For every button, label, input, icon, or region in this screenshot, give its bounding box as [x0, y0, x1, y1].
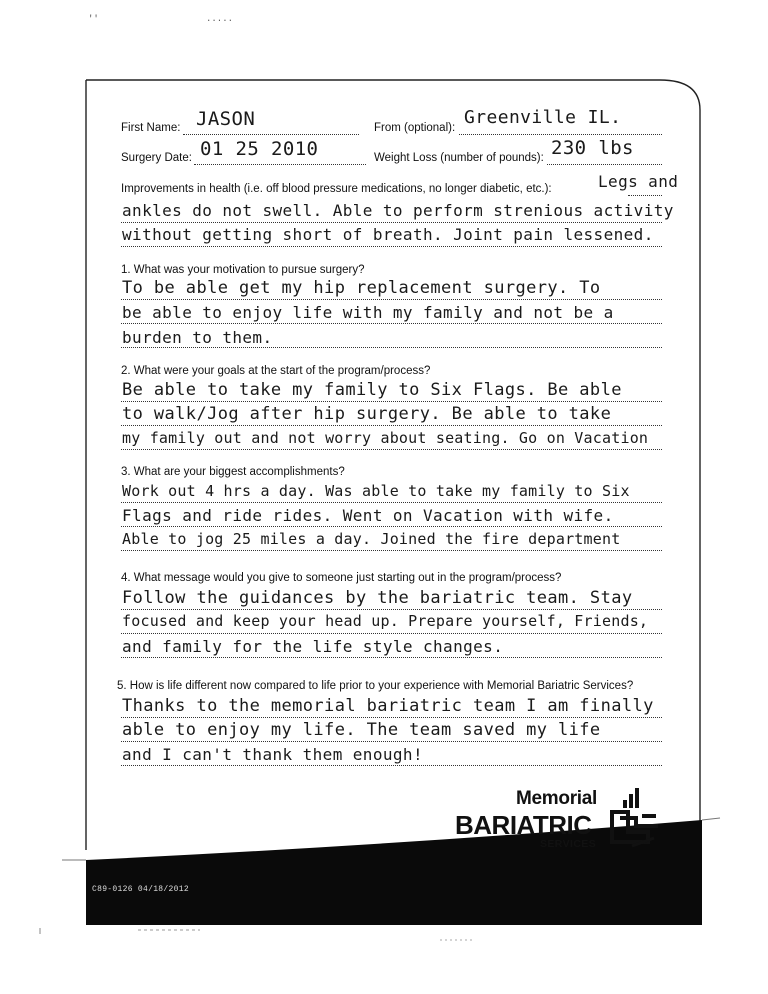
improvements-line-2	[121, 246, 662, 247]
answer-5-line-1: Thanks to the memorial bariatric team I am finally	[122, 696, 654, 716]
improvements-answer-2: without getting short of breath. Joint pain lessened.	[122, 225, 654, 244]
weight-loss-line	[547, 164, 662, 165]
answer-line	[121, 741, 662, 742]
answer-1-line-1: To be able get my hip replacement surgery. To	[122, 278, 601, 298]
from-line	[459, 134, 662, 135]
answer-2-line-3: my family out and not worry about seating. Go on Vacation	[122, 429, 649, 447]
weight-loss-value: 230 lbs	[551, 137, 634, 159]
answer-5-line-2: able to enjoy my life. The team saved my life	[122, 720, 601, 740]
improvements-label: Improvements in health (i.e. off blood pressure medications, no longer diabetic, etc.):	[121, 183, 552, 195]
first-name-label: First Name:	[121, 122, 181, 134]
answer-line	[121, 502, 662, 503]
answer-2-line-1: Be able to take my family to Six Flags. Be able	[122, 380, 622, 400]
answer-line	[121, 657, 662, 658]
scan-speck: .....	[206, 14, 234, 24]
answer-4-line-2: focused and keep your head up. Prepare yourself, Friends,	[122, 612, 649, 630]
improvements-answer-0: Legs and	[598, 172, 679, 191]
answer-4-line-1: Follow the guidances by the bariatric team. Stay	[122, 588, 633, 608]
answer-line	[121, 347, 662, 348]
logo-bariatric-text: BARIATRIC	[455, 810, 592, 840]
answer-3-line-2: Flags and ride rides. Went on Vacation with wife.	[122, 506, 614, 525]
surgery-date-label: Surgery Date:	[121, 152, 192, 164]
answer-3-line-1: Work out 4 hrs a day. Was able to take my family to Six	[122, 482, 630, 500]
logo-memorial-text: Memorial	[516, 788, 598, 809]
answer-5-line-3: and I can't thank them enough!	[122, 745, 423, 764]
answer-line	[121, 609, 662, 610]
answer-line	[121, 526, 662, 527]
answer-line	[121, 550, 662, 551]
memorial-bariatric-mark-icon	[606, 786, 664, 852]
answer-line	[121, 425, 662, 426]
answer-2-line-2: to walk/Jog after hip surgery. Be able to take	[122, 404, 612, 424]
from-label: From (optional):	[374, 122, 456, 134]
question-2-label: 2. What were your goals at the start of the program/process?	[121, 365, 431, 377]
from-value: Greenville IL.	[464, 107, 622, 128]
question-5-label: 5. How is life different now compared to life prior to your experience with Memorial Bariatric Services?	[117, 680, 634, 692]
answer-line	[121, 765, 662, 766]
answer-1-line-2: be able to enjoy life with my family and not be a	[122, 303, 614, 322]
scan-speck: ''	[88, 14, 99, 24]
surgery-date-line	[194, 164, 366, 165]
answer-line	[121, 323, 662, 324]
answer-1-line-3: burden to them.	[122, 328, 273, 347]
first-name-value: JASON	[196, 108, 256, 130]
question-1-label: 1. What was your motivation to pursue surgery?	[121, 264, 365, 276]
question-3-label: 3. What are your biggest accomplishments?	[121, 466, 345, 478]
improvements-line-1	[121, 222, 662, 223]
answer-line	[121, 717, 662, 718]
answer-3-line-3: Able to jog 25 miles a day. Joined the fire department	[122, 530, 621, 548]
first-name-line	[183, 134, 359, 135]
answer-line	[121, 299, 662, 300]
weight-loss-label: Weight Loss (number of pounds):	[374, 152, 544, 164]
question-4-label: 4. What message would you give to someone just starting out in the program/process?	[121, 572, 562, 584]
improvements-answer-1: ankles do not swell. Able to perform strenious activity	[122, 201, 674, 220]
logo-services-text: SERVICES	[540, 838, 597, 850]
answer-line	[121, 633, 662, 634]
answer-line	[121, 449, 662, 450]
improvements-line-0	[628, 195, 662, 196]
answer-4-line-3: and family for the life style changes.	[122, 637, 504, 656]
form-code: C89-0126 04/18/2012	[92, 885, 189, 894]
answer-line	[121, 401, 662, 402]
surgery-date-value: 01 25 2010	[200, 138, 319, 160]
